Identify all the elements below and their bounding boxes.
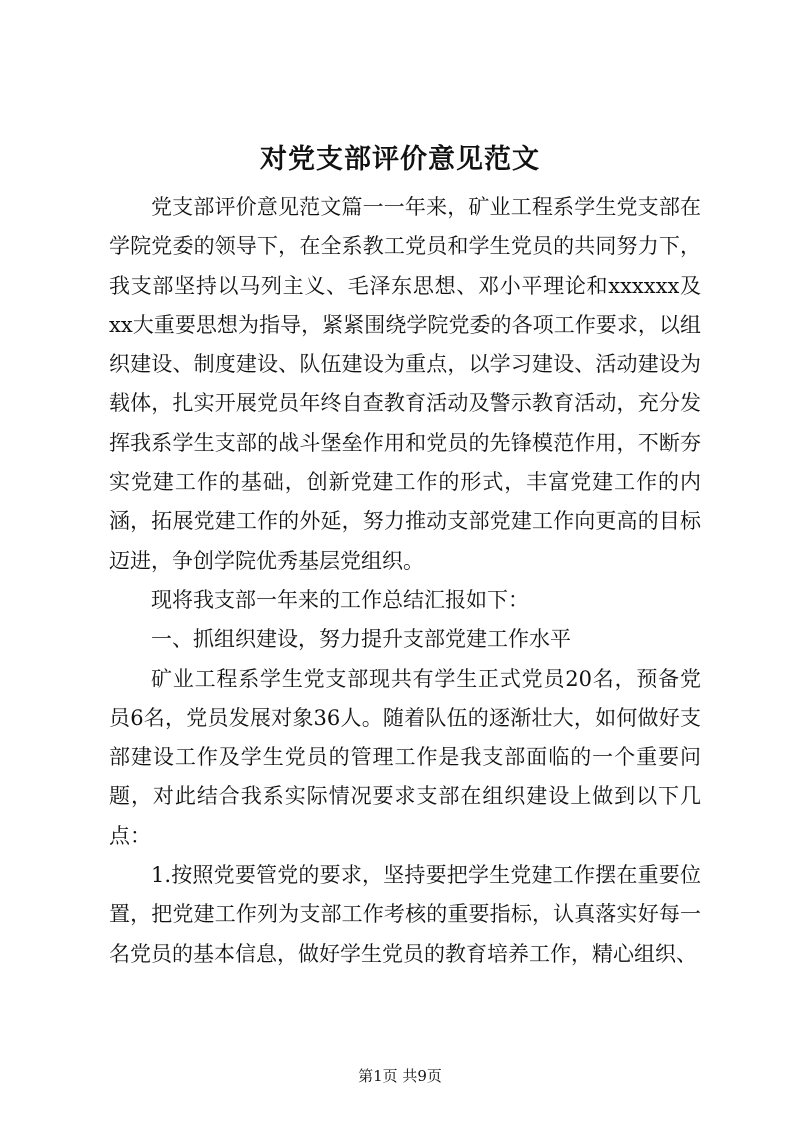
paragraph-intro: 党支部评价意见范文篇一一年来，矿业工程系学生党支部在学院党委的领导下，在全系教工党员和学生党员的共同努力下，我支部坚持以马列主义、毛泽东思想、邓小平理论和xxxxxx及xx大重要思想为指导，紧紧围绕学院党委的各项工作要求，以组织建设、制度建设、队伍建设为重点，以学习建设、活动建设为载体，扎实开展党员年终自查教育活动及警示教育活动，充分发挥我系学生支部的战斗堡垒作用和党员的先锋模范作用，不断夯实党建工作的基础，创新党建工作的形式，丰富党建工作的内涵，拓展党建工作的外延，努力推动支部党建工作向更高的目标迈进，争创学院优秀基层党组织。 <box>109 195 701 573</box>
page-number-footer: 第1页 共9页 <box>358 1067 442 1085</box>
document-body <box>109 188 701 974</box>
paragraph-membership: 矿业工程系学生党支部现共有学生正式党员20名，预备党员6名，党员发展对象36人。随着队伍的逐渐壮大，如何做好支部建设工作及学生党员的管理工作是我支部面临的一个重要问题，对此结合我系实际情况要求支部在组织建设上做到以下几点： <box>109 666 701 848</box>
section-heading-organization: 一、抓组织建设，努力提升支部党建工作水平 <box>151 627 571 652</box>
paragraph-summary-lead: 现将我支部一年来的工作总结汇报如下： <box>151 587 529 612</box>
paragraph-point-1: 1.按照党要管党的要求，坚持要把学生党建工作摆在重要位置，把党建工作列为支部工作考核的重要指标，认真落实好每一名党员的基本信息，做好学生党员的教育培养工作，精心组织、 <box>109 863 701 966</box>
document-title: 对党支部评价意见范文 <box>260 144 540 175</box>
